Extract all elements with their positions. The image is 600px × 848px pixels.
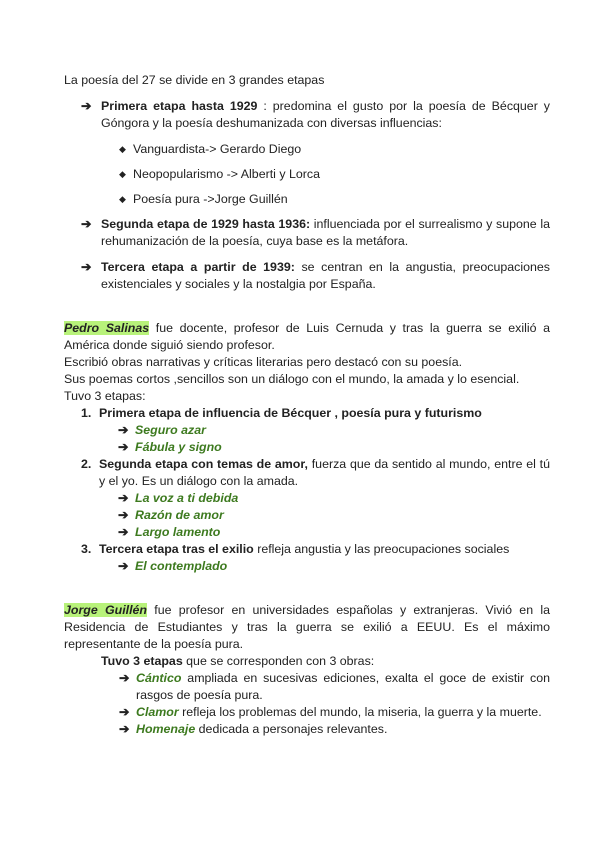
numbered-item bbox=[64, 405, 550, 422]
work-item: ➔ El contemplado bbox=[118, 559, 228, 573]
arrow-right-icon: ➔ bbox=[118, 508, 129, 522]
author-bio: fue docente, profesor de Luis Cernuda y tras la guerra se exilió a América donde siguió siendo profesor. bbox=[64, 321, 550, 352]
author-name: Jorge Guillén bbox=[64, 603, 147, 617]
etapa-item bbox=[64, 98, 550, 132]
arrow-right-icon: ➔ bbox=[119, 671, 130, 685]
paragraph: Tuvo 3 etapas: bbox=[64, 389, 146, 403]
diamond-bullet-icon: ◆ bbox=[119, 169, 126, 179]
diamond-bullet-icon: ◆ bbox=[119, 194, 126, 204]
intro-text: La poesía del 27 se divide en 3 grandes etapas bbox=[64, 73, 325, 87]
list-item: ◆ Poesía pura ->Jorge Guillén bbox=[119, 192, 288, 206]
etapa-text: se centran en la angustia, preocupaciones existenciales y sociales y la nostalgia por España. bbox=[101, 260, 550, 291]
influencias-list bbox=[64, 141, 550, 208]
arrow-right-icon: ➔ bbox=[118, 491, 129, 505]
item-number: 2. bbox=[81, 457, 92, 471]
document-page bbox=[64, 72, 550, 738]
paragraph: Escribió obras narrativas y críticas literarias pero destacó con su poesía. bbox=[64, 355, 463, 369]
paragraph: Sus poemas cortos ,sencillos son un diálogo con el mundo, la amada y lo esencial. bbox=[64, 372, 520, 386]
arrow-right-icon: ➔ bbox=[119, 722, 130, 736]
arrow-right-icon: ➔ bbox=[118, 525, 129, 539]
etapa-title: Segunda etapa con temas de amor, bbox=[99, 457, 308, 471]
author-name: Pedro Salinas bbox=[64, 321, 150, 335]
diamond-bullet-icon: ◆ bbox=[119, 144, 126, 154]
list-item: ◆ Neopopularismo -> Alberti y Lorca bbox=[119, 167, 320, 181]
work-item: ➔ Razón de amor bbox=[118, 508, 224, 522]
arrow-right-icon: ➔ bbox=[81, 99, 92, 113]
etapa-title: Segunda etapa de 1929 hasta 1936: bbox=[101, 217, 311, 231]
work-item: ➔ Clamor refleja los problemas del mundo, la miseria, la guerra y la muerte. bbox=[119, 705, 542, 719]
work-item: ➔ La voz a ti debida bbox=[118, 491, 239, 505]
arrow-right-icon: ➔ bbox=[81, 217, 92, 231]
work-item: ➔ Fábula y signo bbox=[118, 440, 222, 454]
etapa-text: influenciada por el surrealismo y supone la rehumanización de la poesía, cuya base es la metáfora. bbox=[101, 217, 550, 248]
etapas-label: Tuvo 3 etapas bbox=[101, 654, 183, 668]
etapa-title: Tercera etapa tras el exilio bbox=[99, 542, 254, 556]
item-number: 1. bbox=[81, 406, 92, 420]
arrow-right-icon: ➔ bbox=[81, 260, 92, 274]
etapa-title: Tercera etapa a partir de 1939: bbox=[101, 260, 295, 274]
work-item: ➔ Homenaje dedicada a personajes relevantes. bbox=[119, 722, 388, 736]
arrow-right-icon: ➔ bbox=[118, 423, 129, 437]
guillen-section: Jorge Guillén fue profesor en universidades españolas y extranjeras. Vivió en la Residencia de Estudiantes y tras la guerra se exilió a EEUU. Es el máximo representante de la poesía pura. Tuvo 3 etapas que se corresponden con 3 obras: ➔ Cántico ampliada en sucesivas ediciones, exalta el goce de existir con rasgos de poesía pura. ➔ Clamor refleja los problemas del mundo, la miseria, la guerra y la muerte. ➔ Homenaje dedicada a personajes relevantes. bbox=[64, 603, 550, 736]
numbered-item: 2. Segunda etapa con temas de amor, fuerza que da sentido al mundo, entre el tú y el yo. Es un diálogo con la amada. bbox=[81, 457, 550, 488]
etapa-item bbox=[64, 216, 550, 250]
author-bio: fue profesor en universidades españolas y extranjeras. Vivió en la Residencia de Estudiantes y tras la guerra se exilió a EEUU. Es el máximo representante de la poesía pura. bbox=[64, 603, 550, 651]
list-item: ◆ Vanguardista-> Gerardo Diego bbox=[119, 142, 302, 156]
etapa-title: Primera etapa de influencia de Bécquer , poesía pura y futurismo bbox=[99, 406, 482, 420]
arrow-right-icon: ➔ bbox=[118, 559, 129, 573]
work-item: ➔ Largo lamento bbox=[118, 525, 221, 539]
work-item: ➔ Cántico ampliada en sucesivas ediciones, exalta el goce de existir con rasgos de poesía pura. bbox=[119, 671, 550, 702]
item-number: 3. bbox=[81, 542, 92, 556]
etapa-text: : predomina el gusto por la poesía de Bécquer y Góngora y la poesía deshumanizada con diversas influencias: bbox=[101, 99, 550, 130]
salinas-section bbox=[64, 320, 550, 575]
etapa-title: Primera etapa hasta 1929 bbox=[101, 99, 258, 113]
work-item: ➔ Seguro azar bbox=[118, 423, 206, 437]
etapa-item bbox=[64, 259, 550, 293]
arrow-right-icon: ➔ bbox=[119, 705, 130, 719]
arrow-right-icon: ➔ bbox=[118, 440, 129, 454]
numbered-item: 3. Tercera etapa tras el exilio refleja angustia y las preocupaciones sociales bbox=[81, 542, 510, 556]
